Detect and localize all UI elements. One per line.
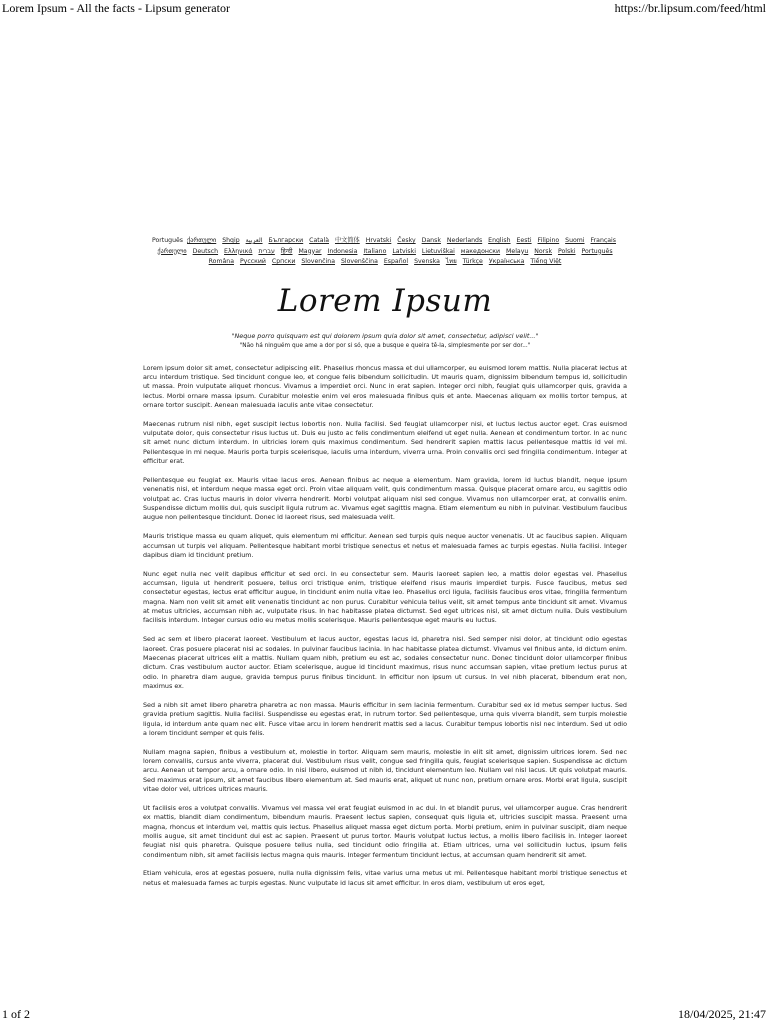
language-link[interactable]: Slovenščina <box>340 258 378 265</box>
language-link[interactable]: Ελληνικά <box>224 247 253 255</box>
page-content <box>143 236 627 898</box>
lipsum-paragraph: Lorem ipsum dolor sit amet, consectetur adipiscing elit. Phasellus rhoncus massa et dui ullamcorper, eu euismod lorem mattis. Nulla placerat lectus at arcu interdum tristique. Sed tincidunt congue leo, et congue felis bibendum sollicitudin. Ut mauris quam, dignissim bibendum tempus id, sollicitudin ut massa. Proin vulputate aliquet rhoncus. Vivamus a imperdiet orci. Nunc in erat sapien. Integer orci nibh, feugiat quis ullamcorper quis, gravida a lectus. Morbi ornare massa ipsum. Curabitur molestie enim vel eros malesuada finibus quis et ante. Maecenas aliquam ex mollis tortor tempus, at ornare tortor suscipit. Aenean malesuada iaculis ante vitae consectetur. <box>143 363 627 409</box>
print-datetime: 18/04/2025, 21:47 <box>677 1007 766 1021</box>
language-link: Português <box>151 237 184 244</box>
language-link[interactable]: Shqip <box>222 237 240 244</box>
language-link[interactable]: Українська <box>488 258 525 265</box>
language-link[interactable]: Español <box>383 258 409 265</box>
quote-translation: "Não há ninguém que ame a dor por si só, que a busque e queira tê-la, simplesmente por ser dor..." <box>239 342 531 349</box>
language-link[interactable]: ქართული <box>187 237 217 244</box>
language-link[interactable]: ქართული <box>157 247 187 255</box>
language-link[interactable]: Tiếng Việt <box>530 258 562 265</box>
language-link[interactable]: Nederlands <box>446 237 483 244</box>
language-link[interactable]: Norsk <box>534 247 553 255</box>
language-link[interactable]: Dansk <box>421 237 441 244</box>
language-selector <box>143 236 627 268</box>
lipsum-paragraph: Etiam vehicula, eros at egestas posuere, nulla nulla dignissim felis, vitae varius urna metus ut mi. Pellentesque habitant morbi tristique senectus et netus et malesuada fames ac turpis egestas. Nunc vulputate id lacus sit amet efficitur. In eros diam, vestibulum ut eros eget, <box>143 869 627 887</box>
lipsum-paragraph: Mauris tristique massa eu quam aliquet, quis elementum mi efficitur. Aenean sed turpis quis neque auctor venenatis. Ut ac faucibus sapien. Aliquam accumsan ut turpis vel aliquam. Pellentesque habitant morbi tristique senectus et netus et malesuada fames ac turpis egestas. Nulla facilisi. Integer dapibus diam id tincidunt pretium. <box>143 532 627 559</box>
language-link[interactable]: עברית <box>258 247 275 255</box>
language-link[interactable]: Polski <box>558 247 576 255</box>
language-link[interactable]: Deutsch <box>192 247 219 255</box>
quote: "Neque porro quisquam est qui dolorem ipsum quia dolor sit amet, consectetur, adipisci velit..." <box>231 331 539 340</box>
language-link[interactable]: Filipino <box>537 237 560 244</box>
language-link[interactable]: Српски <box>271 258 296 265</box>
lipsum-paragraph: Maecenas rutrum nisl nibh, eget suscipit lectus lobortis non. Nulla facilisi. Sed feugiat ullamcorper nisi, et luctus lectus auctor eget. Cras euismod vulputate dolor, quis consectetur risus luctus ut. Duis eu justo ac felis condimentum eleifend ut eget nulla. Aenean et condimentum tortor. In ac nunc sit amet nunc dictum interdum. In ultricies lorem quis maximus condimentum. Sed hendrerit sapien mattis lacus pellentesque mattis id vel mi. Pellentesque in mi neque. Mauris porta turpis scelerisque, iaculis urna interdum, viverra urna. Proin convallis orci sed fringilla condimentum. Integer at efficitur erat. <box>143 419 627 466</box>
language-link[interactable]: Hrvatski <box>365 237 392 244</box>
language-link[interactable]: Lietuviškai <box>421 247 455 255</box>
lorem-ipsum-logo: Lorem Ipsum <box>277 282 493 319</box>
lipsum-paragraph: Pellentesque eu feugiat ex. Mauris vitae lacus eros. Aenean finibus ac neque a elementum. Nam gravida, lorem id luctus blandit, neque ipsum venenatis nisi, et interdum neque massa eget orci. Proin vitae aliquam velit, quis condimentum massa. Quisque placerat ornare arcu, eu sagittis odio volutpat ac. Cras luctus mauris in dolor viverra hendrerit. Morbi volutpat aliquam nisl sed congue. Vivamus non ullamcorper erat, at convallis enim. Suspendisse dictum mollis dui, quis suscipit ligula rutrum ac. Vivamus eget sagittis magna. Etiam elementum eu nibh in pulvinar. Vestibulum faucibus augue non pellentesque tincidunt. Donec id laoreet risus, sed malesuada velit. <box>143 475 627 522</box>
lipsum-paragraph: Nullam magna sapien, finibus a vestibulum et, molestie in tortor. Aliquam sem mauris, molestie in elit sit amet, dignissim ultrices lorem. Sed nec lorem convallis, cursus ante viverra, placerat dui. Vestibulum risus velit, congue sed fringilla quis, feugiat scelerisque sapien. Suspendisse ac dictum arcu. Aenean ut tempor arcu, a ornare odio. In nisi libero, euismod ut nibh id, tincidunt elementum leo. Nullam vel nisl lacus. Ut quis volutpat mauris. Sed maximus erat ipsum, sit amet faucibus libero elementum at. Sed mauris erat, aliquet ut nunc non, pretium ornare eros. Morbi erat ligula, suscipit vitae dolor vel, ultrices ultrices mauris. <box>143 747 627 794</box>
language-link[interactable]: Magyar <box>298 247 322 255</box>
page-number: 1 of 2 <box>2 1007 30 1021</box>
language-link[interactable]: Suomi <box>565 237 585 244</box>
language-link[interactable]: Româna <box>208 258 234 265</box>
lipsum-paragraph: Ut facilisis eros a volutpat convallis. Vivamus vel massa vel erat feugiat euismod in ac dui. In et blandit purus, vel ullamcorper augue. Cras hendrerit ex mattis, blandit diam condimentum, bibendum mauris. Praesent lectus sapien, consequat quis ligula et, ultricies suscipit massa. Praesent urna magna, rhoncus et interdum vel, mattis quis lectus. Phasellus aliquet massa eget dictum porta. Morbi pretium, enim in pulvinar suscipit, diam neque mollis augue, sit amet tincidunt dui est ac sapien. Praesent ut purus tortor. Mauris volutpat luctus lectus, a mollis libero facilisis in. Integer laoreet feugiat nisl quis pharetra. Quisque posuere tellus nulla, sed tincidunt odio fringilla at. Etiam ultrices, urna vel sollicitudin luctus, ipsum felis condimentum nibh, sit amet facilisis lectus magna quis mauris. Integer fermentum tincidunt lectus, at accumsan quam hendrerit sit amet. <box>143 803 627 859</box>
language-link[interactable]: Български <box>268 237 304 244</box>
language-link[interactable]: Latviski <box>392 247 416 255</box>
language-link[interactable]: Eesti <box>516 237 532 244</box>
language-link[interactable]: Česky <box>397 237 416 244</box>
print-page-title: Lorem Ipsum - All the facts - Lipsum generator <box>2 1 230 15</box>
language-link[interactable]: Svenska <box>414 258 440 265</box>
language-link[interactable]: Català <box>309 237 330 244</box>
language-link[interactable]: Pyccкий <box>239 258 266 265</box>
language-link[interactable]: 中文简体 <box>334 237 360 244</box>
language-link[interactable]: हिन्दी <box>280 247 293 255</box>
lipsum-paragraph: Nunc eget nulla nec velit dapibus efficitur et sed orci. In eu consectetur sem. Mauris laoreet sapien leo, a mattis dolor egestas vel. Phasellus accumsan, ligula ut hendrerit posuere, tellus orci tristique enim, tristique eleifend risus mauris imperdiet turpis. Fusce faucibus, metus sed consectetur egestas, lectus erat efficitur augue, in tincidunt enim nulla vitae leo. Phasellus orci ligula, facilisis faucibus eros vitae, fringilla fermentum magna. Nam non velit sit amet elit venenatis tincidunt ac non purus. Curabitur vehicula tellus velit, sit amet tempus ante tincidunt sit amet. Vivamus at metus ultricies, accumsan nibh ac, vulputate risus. In hac habitasse platea dictumst. Sed eget ultrices nisl, sit amet dictum nulla. Duis vestibulum facilisis interdum. Integer cursus odio eu metus mollis scelerisque. Mauris pellentesque eget mauris eu luctus. <box>143 569 627 625</box>
language-link[interactable]: Türkçe <box>462 258 483 265</box>
language-link[interactable]: Slovenčina <box>301 258 336 265</box>
language-link[interactable]: Français <box>590 237 617 244</box>
language-link[interactable]: Italiano <box>363 247 387 255</box>
language-link[interactable]: English <box>488 237 511 244</box>
print-header <box>0 0 768 18</box>
print-page-url: https://br.lipsum.com/feed/html <box>614 1 766 15</box>
language-link[interactable]: العربية <box>245 237 263 244</box>
language-link[interactable]: македонски <box>460 247 501 255</box>
language-link[interactable]: ไทย <box>445 258 457 265</box>
language-link[interactable]: Português <box>581 247 613 255</box>
lipsum-paragraph: Sed a nibh sit amet libero pharetra pharetra ac non massa. Mauris efficitur in sem lacinia fermentum. Curabitur sed ex id metus semper luctus. Sed gravida pretium sagittis. Nulla facilisi. Suspendisse eu egestas erat, in rutrum tortor. Sed pellentesque, urna quis viverra blandit, sem turpis molestie ligula, id interdum ante quam nec elit. Fusce vitae arcu in lorem hendrerit mattis sed a lacus. Curabitur tempus lobortis nisl nec interdum. Sed ut odio a lorem tincidunt semper et quis felis. <box>143 700 627 737</box>
language-link[interactable]: Indonesia <box>327 247 358 255</box>
print-footer <box>0 1006 768 1024</box>
lipsum-paragraph: Sed ac sem et libero placerat laoreet. Vestibulum et lacus auctor, egestas lacus id, pharetra nisl. Sed semper nisi dolor, at tincidunt odio egestas laoreet. Cras posuere placerat nisi ac sodales. In pulvinar faucibus lacinia. In hac habitasse platea dictumst. Vivamus vel finibus ante, id dictum enim. Maecenas placerat ultrices elit a mattis. Nullam quam nibh, pretium eu est ac, sodales consectetur nunc. Donec tincidunt dolor ullamcorper finibus dictum. Cras vestibulum auctor auctor. Etiam scelerisque, augue id tincidunt maximus, risus nunc accumsan sapien, vitae pretium lectus purus at odio. In pharetra diam augue, gravida tempus purus finibus tincidunt. In efficitur non ipsum ut cursus. In vel nibh placerat, bibendum erat non, maximus ex. <box>143 635 627 690</box>
lipsum-text <box>143 364 627 889</box>
language-link[interactable]: Melayu <box>506 247 529 255</box>
